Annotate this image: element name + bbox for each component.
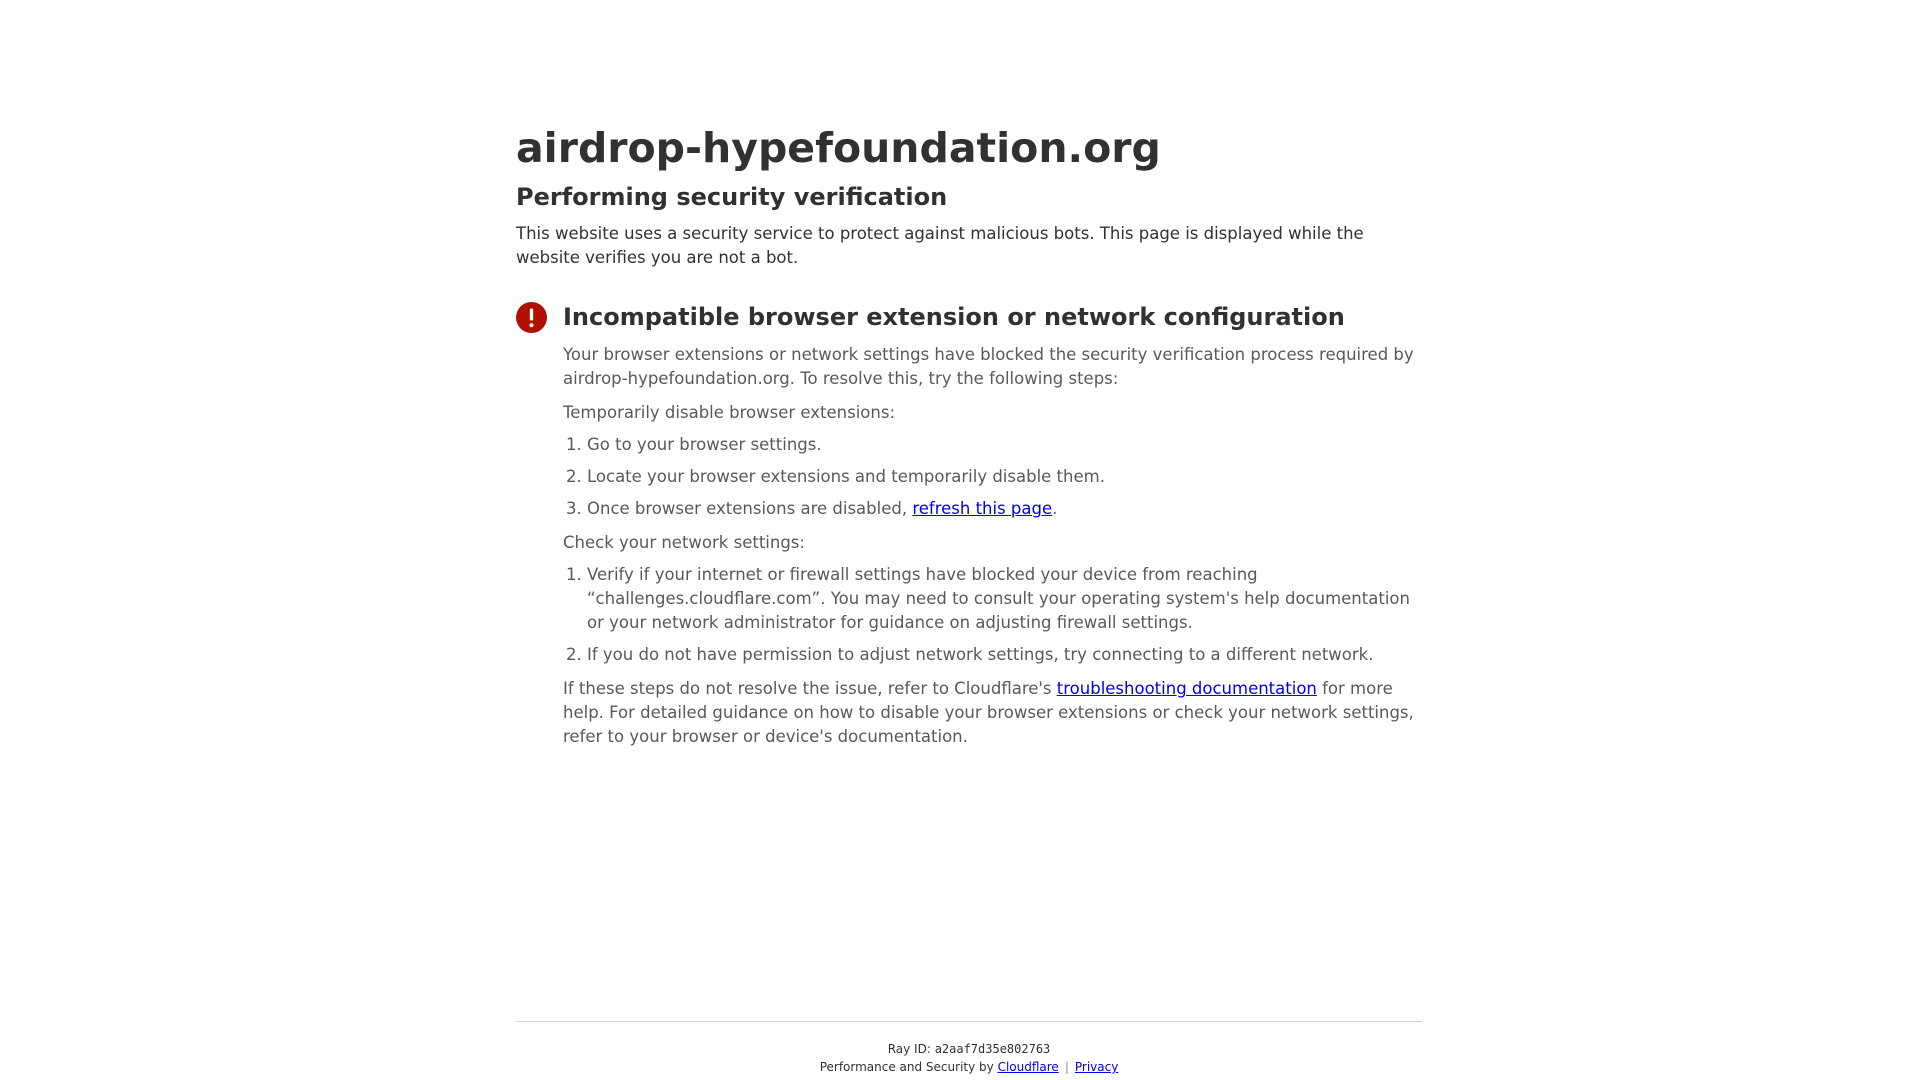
footer bbox=[516, 1021, 1422, 1076]
list-item bbox=[587, 465, 1422, 489]
page-subtitle: Performing security verification bbox=[516, 183, 948, 212]
ray-id-line bbox=[516, 1040, 1422, 1058]
step-text: If you do not have permission to adjust network settings, try connecting to a different network. bbox=[587, 645, 1374, 665]
step-text: Go to your browser settings. bbox=[587, 435, 822, 455]
step-text-suffix: . bbox=[1052, 499, 1058, 519]
error-body bbox=[563, 343, 1422, 749]
site-title: airdrop-hypefoundation.org bbox=[516, 124, 1161, 172]
error-section bbox=[516, 302, 1422, 749]
network-steps-list bbox=[563, 563, 1422, 667]
performance-line bbox=[516, 1058, 1422, 1076]
network-heading: Check your network settings: bbox=[563, 533, 805, 553]
error-title: Incompatible browser extension or network configuration bbox=[563, 303, 1345, 332]
list-item bbox=[587, 433, 1422, 457]
ray-id-label: Ray ID: bbox=[887, 1042, 935, 1056]
cloudflare-link[interactable]: Cloudflare bbox=[997, 1060, 1059, 1074]
step-text: Locate your browser extensions and temporarily disable them. bbox=[587, 467, 1105, 487]
extensions-steps-list bbox=[563, 433, 1422, 521]
list-item bbox=[587, 497, 1422, 521]
closing-text bbox=[563, 677, 1422, 749]
closing-suffix: for more help. For detailed guidance on how to disable your browser extensions or check your network settings, refer to your browser or device's documentation. bbox=[563, 679, 1414, 747]
ray-id-value: a2aaf7d35e802763 bbox=[934, 1042, 1051, 1056]
step-text: Verify if your internet or firewall settings have blocked your device from reaching “challenges.cloudflare.com”. You may need to consult your operating system's help documentation or your network administrator for guidance on adjusting firewall settings. bbox=[587, 565, 1410, 633]
footer-separator: | bbox=[1064, 1060, 1069, 1074]
list-item bbox=[587, 643, 1422, 667]
refresh-page-link[interactable]: refresh this page bbox=[912, 499, 1053, 519]
closing-prefix: If these steps do not resolve the issue, refer to Cloudflare's bbox=[563, 679, 1057, 699]
extensions-heading: Temporarily disable browser extensions: bbox=[563, 403, 895, 423]
performance-label: Performance and Security by bbox=[819, 1060, 998, 1074]
list-item bbox=[587, 563, 1422, 635]
step-text: Once browser extensions are disabled, bbox=[587, 499, 913, 519]
intro-text: This website uses a security service to protect against malicious bots. This page is displayed while the website verifies you are not a bot. bbox=[516, 224, 1364, 268]
error-description: Your browser extensions or network settings have blocked the security verification process required by airdrop-hypefoundation.org. To resolve this, try the following steps: bbox=[563, 345, 1414, 389]
main-content bbox=[516, 124, 1422, 749]
exclamation-circle-icon bbox=[516, 302, 547, 333]
troubleshooting-documentation-link[interactable]: troubleshooting documentation bbox=[1056, 679, 1317, 699]
privacy-link[interactable]: Privacy bbox=[1074, 1060, 1119, 1074]
